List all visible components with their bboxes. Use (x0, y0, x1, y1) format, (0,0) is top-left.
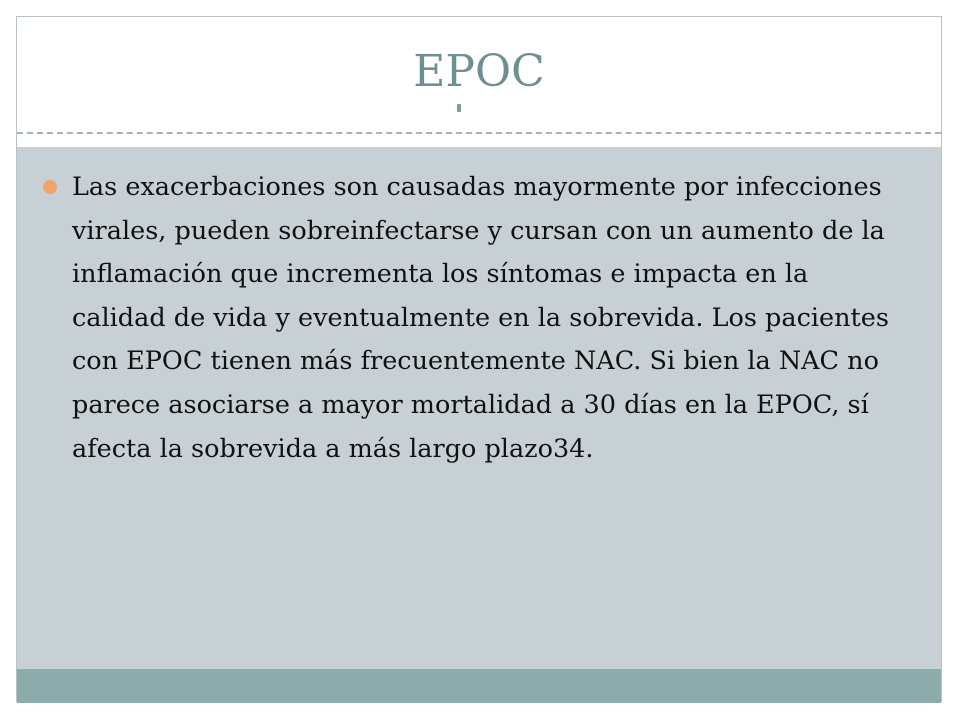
title-divider (17, 132, 941, 134)
title-decoration-mark (457, 104, 461, 112)
bullet-icon (43, 180, 57, 194)
body-text: Las exacerbaciones son causadas mayormente por infecciones virales, pueden sobreinfectarse y cursan con un aumento de la inflamación que incrementa los síntomas e impacta en la calidad de vida y eventualmente en la sobrevida. Los pacientes con EPOC tienen más frecuentemente NAC. Si bien la NAC no parece asociarse a mayor mortalidad a 30 días en la EPOC, sí afecta la sobrevida a más largo plazo34. (72, 172, 889, 464)
slide-title: EPOC (413, 46, 545, 97)
footer-band (17, 669, 941, 703)
